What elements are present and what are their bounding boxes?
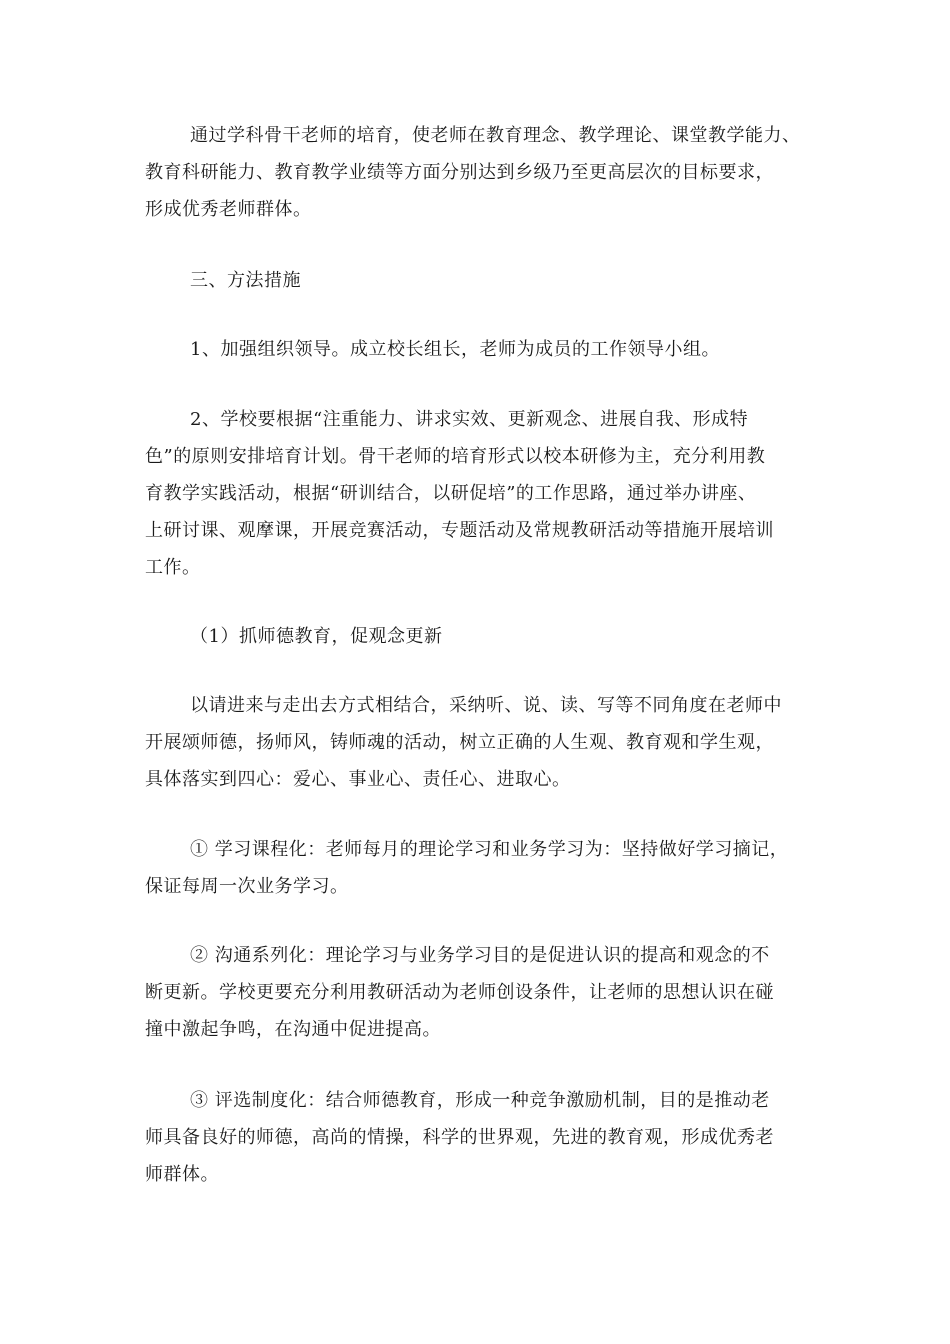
text-line: 育教学实践活动，根据“研训结合，以研促培”的工作思路，通过举办讲座、	[145, 483, 757, 504]
text-line: 撞中激起争鸣，在沟通中促进提高。	[145, 1019, 441, 1040]
paragraph-circled-2	[145, 937, 825, 1048]
text-line: 2、学校要根据“注重能力、讲求实效、更新观念、进展自我、形成特	[190, 409, 749, 430]
section-heading-methods	[145, 262, 825, 299]
heading-text: 三、方法措施	[190, 270, 301, 291]
paragraph-circled-3	[145, 1082, 825, 1193]
text-line: 教育科研能力、教育教学业绩等方面分别达到乡级乃至更高层次的目标要求，	[145, 162, 774, 183]
text-line: 上研讨课、观摩课，开展竞赛活动，专题活动及常规教研活动等措施开展培训	[145, 520, 774, 541]
subheading-text: （1）抓师德教育，促观念更新	[190, 626, 443, 647]
text-line: 保证每周一次业务学习。	[145, 876, 349, 897]
paragraph-ethics-body	[145, 687, 825, 798]
subheading-ethics	[145, 618, 825, 655]
text-line: 具体落实到四心：爱心、事业心、责任心、进取心。	[145, 769, 571, 790]
text-line: 工作。	[145, 557, 201, 578]
text-line: 师具备良好的师德，高尚的情操，科学的世界观，先进的教育观，形成优秀老	[145, 1127, 774, 1148]
paragraph-item-2	[145, 401, 825, 586]
text-line: 师群体。	[145, 1164, 219, 1185]
text-line: 色”的原则安排培育计划。骨干老师的培育形式以校本研修为主，充分利用教	[145, 446, 766, 467]
paragraph-goal	[145, 117, 825, 228]
text-line: 以请进来与走出去方式相结合，采纳听、说、读、写等不同角度在老师中	[190, 695, 782, 716]
text-line: 1、加强组织领导。成立校长组长，老师为成员的工作领导小组。	[190, 339, 720, 360]
text-line: ② 沟通系列化：理论学习与业务学习目的是促进认识的提高和观念的不	[190, 945, 770, 966]
text-line: 开展颂师德，扬师风，铸师魂的活动，树立正确的人生观、教育观和学生观，	[145, 732, 774, 753]
paragraph-item-1	[145, 331, 825, 368]
text-line: ③ 评选制度化：结合师德教育，形成一种竞争激励机制，目的是推动老	[190, 1090, 770, 1111]
text-line: 形成优秀老师群体。	[145, 199, 312, 220]
text-line: 断更新。学校更要充分利用教研活动为老师创设条件，让老师的思想认识在碰	[145, 982, 774, 1003]
text-line: ① 学习课程化：老师每月的理论学习和业务学习为：坚持做好学习摘记，	[190, 839, 789, 860]
paragraph-circled-1	[145, 831, 825, 905]
text-line: 通过学科骨干老师的培育，使老师在教育理念、教学理论、课堂教学能力、	[190, 125, 801, 146]
